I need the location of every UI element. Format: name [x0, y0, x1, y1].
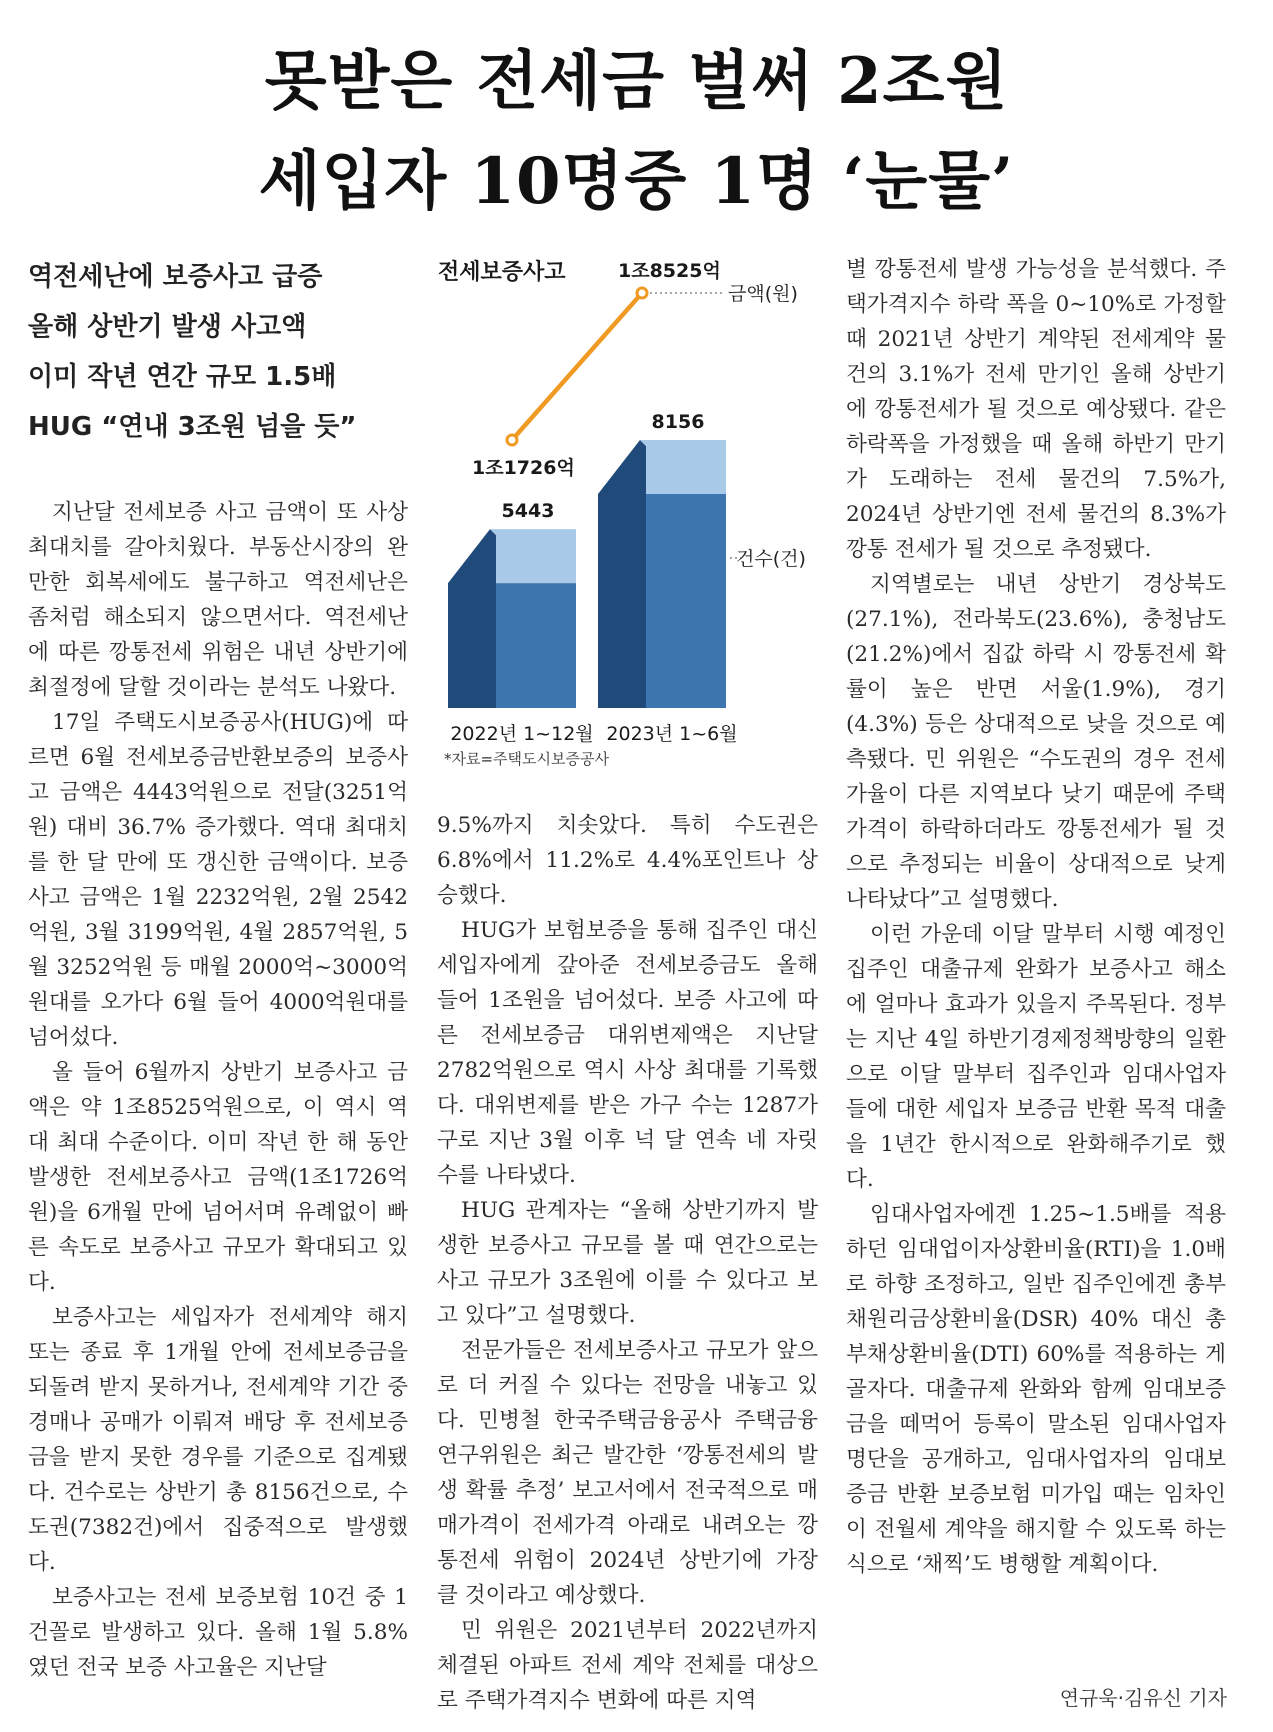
amount-value-label: 1조8525억 [618, 260, 721, 282]
subheadline-block [28, 252, 408, 452]
article-paragraph: 지난달 전세보증 사고 금액이 또 사상 최대치를 갈아치웠다. 부동산시장의 완만한 회복세에도 불구하고 역전세난은 좀처럼 해소되지 않으면서다. 역전세난에 따른 깡통전세 위험은 내년 상반기에 최절정에 달할 것이라는 분석도 나왔다. [28, 500, 408, 700]
article-paragraph: 전문가들은 전세보증사고 규모가 앞으로 더 커질 수 있다는 전망을 내놓고 있다. 민병철 한국주택금융공사 주택금융연구위원은 최근 발간한 ‘깡통전세의 발생 확률 추정’ 보고서에서 전국적으로 매매가격이 전세가격 아래로 내려오는 깡통전세 위험이 2024년 상반기에 가장 클 것이라고 예상했다. [437, 1338, 818, 1608]
category-label: 2022년 1~12월 [450, 723, 594, 745]
article-paragraph: HUG 관계자는 “올해 상반기까지 발생한 보증사고 규모를 볼 때 연간으로는 사고 규모가 3조원에 이를 수 있다고 보고 있다”고 설명했다. [437, 1198, 818, 1328]
amount-legend-label: 금액(원) [728, 283, 798, 305]
headline-line-2: 세입자 10명중 1명 ‘눈물’ [258, 144, 1015, 219]
article-paragraph: 이런 가운데 이달 말부터 시행 예정인 집주인 대출규제 완화가 보증사고 해소에 얼마나 효과가 있을지 주목된다. 정부는 지난 4일 하반기경제정책방향의 일환으로 이달 말부터 집주인과 임대사업자들에 대한 세입자 보증금 반환 목적 대출을 1년간 한시적으로 완화해주기로 했다. [846, 922, 1226, 1192]
jeonse-guarantee-chart [430, 248, 830, 793]
count-house-side [598, 440, 646, 708]
chart-title: 전세보증사고 [438, 260, 566, 285]
article-paragraph: 별 깡통전세 발생 가능성을 분석했다. 주택가격지수 하락 폭을 0~10%로 가정할 때 2021년 상반기 계약된 전세계약 물건의 3.1%가 전세 만기인 올해 상반기에 깡통전세가 될 것으로 예상됐다. 같은 하락폭을 가정했을 때 올해 하반기 만기가 도래하는 전세 물건의 7.5%가, 2024년 상반기엔 전세 물건의 8.3%가 깡통 전세가 될 것으로 추정됐다. [846, 257, 1226, 562]
category-label: 2023년 1~6월 [606, 723, 738, 745]
amount-point [637, 288, 647, 298]
article-column-1 [28, 495, 408, 1685]
amount-series-line [512, 293, 642, 440]
count-house-side [448, 529, 496, 708]
article-paragraph: 보증사고는 전세 보증보험 10건 중 1건꼴로 발생하고 있다. 올해 1월 5.8%였던 전국 보증 사고율은 지난달 [28, 1585, 408, 1680]
article-paragraph: 보증사고는 세입자가 전세계약 해지 또는 종료 후 1개월 안에 전세보증금을 되돌려 받지 못하거나, 전세계약 기간 중 경매나 공매가 이뤄져 배당 후 전세보증금을 받지 못한 경우를 기준으로 집계됐다. 건수로는 상반기 총 8156건으로, 수도권(7382건)에서 집중적으로 발생했다. [28, 1305, 408, 1575]
subheadline-1: 역전세난에 보증사고 급증 [28, 262, 323, 292]
amount-value-label: 1조1726억 [472, 457, 575, 479]
byline: 연규욱·김유신 기자 [1059, 1686, 1227, 1710]
amount-point [507, 435, 517, 445]
article-paragraph: 지역별로는 내년 상반기 경상북도(27.1%), 전라북도(23.6%), 충청남도(21.2%)에서 집값 하락 시 깡통전세 확률이 높은 반면 서울(1.9%), 경기(4.3%) 등은 상대적으로 낮을 것으로 예측됐다. 민 위원은 “수도권의 경우 전세가율이 다른 지역보다 낮기 때문에 주택가격이 하락하더라도 깡통전세가 될 것으로 추정되는 비율이 상대적으로 낮게 나타났다”고 설명했다. [846, 572, 1226, 912]
count-value-label: 5443 [501, 500, 555, 523]
count-legend-label: 건수(건) [736, 548, 806, 570]
article-column-3 [846, 252, 1226, 1582]
article-paragraph: 민 위원은 2021년부터 2022년까지 체결된 아파트 전세 계약 전체를 대상으로 주택가격지수 변화에 따른 지역 [437, 1618, 818, 1713]
subheadline-3: 이미 작년 연간 규모 1.5배 [28, 362, 337, 392]
article-paragraph: 올 들어 6월까지 상반기 보증사고 금액은 약 1조8525억원으로, 이 역시 역대 최대 수준이다. 이미 작년 한 해 동안 발생한 전세보증사고 금액(1조1726억원)을 6개월 만에 넘어서며 유례없이 빠른 속도로 보증사고 규모가 확대되고 있다. [28, 1060, 408, 1295]
article-paragraph: HUG가 보험보증을 통해 집주인 대신 세입자에게 갚아준 전세보증금도 올해 들어 1조원을 넘어섰다. 보증 사고에 따른 전세보증금 대위변제액은 지난달 2782억원으로 역시 사상 최대를 기록했다. 대위변제를 받은 가구 수는 1287가구로 지난 3월 이후 넉 달 연속 네 자릿수를 나타냈다. [437, 918, 818, 1188]
article-column-2 [437, 808, 818, 1718]
subheadline-2: 올해 상반기 발생 사고액 [28, 312, 307, 342]
amount-series-group [472, 259, 798, 479]
count-house-roof [640, 440, 726, 494]
subheadline-4: HUG “연내 3조원 넘을 듯” [28, 412, 357, 442]
article-paragraph: 17일 주택도시보증공사(HUG)에 따르면 6월 전세보증금반환보증의 보증사고 금액은 4443억원으로 전달(3251억원) 대비 36.7% 증가했다. 역대 최대치를 한 달 만에 또 갱신한 금액이다. 보증사고 금액은 1월 2232억원, 2월 2542억원, 3월 3199억원, 4월 2857억원, 5월 3252억원 등 매월 2000억~3000억원대를 오가다 6월 들어 4000억원대를 넘어섰다. [28, 710, 408, 1050]
article-paragraph: 9.5%까지 치솟았다. 특히 수도권은 6.8%에서 11.2%로 4.4%포인트나 상승했다. [437, 813, 818, 908]
count-house-roof [490, 529, 576, 583]
article-paragraph: 임대사업자에겐 1.25~1.5배를 적용하던 임대업이자상환비율(RTI)을 1.0배로 하향 조정하고, 일반 집주인에겐 총부채원리금상환비율(DSR) 40% 대신 총부채상환비율(DTI) 60%를 적용하는 게 골자다. 대출규제 완화와 함께 임대보증금을 떼먹어 등록이 말소된 임대사업자 명단을 공개하고, 임대사업자의 임대보증금 반환 보증보험 미가입 때는 임차인이 전월세 계약을 해지할 수 있도록 하는 식으로 ‘채찍’도 병행할 계획이다. [846, 1202, 1226, 1577]
headline-line-1: 못받은 전세금 벌써 2조원 [264, 44, 1009, 119]
count-value-label: 8156 [651, 411, 705, 433]
chart-source: *자료=주택도시보증공사 [444, 750, 609, 768]
count-bar [496, 583, 576, 708]
count-bar [646, 494, 726, 708]
